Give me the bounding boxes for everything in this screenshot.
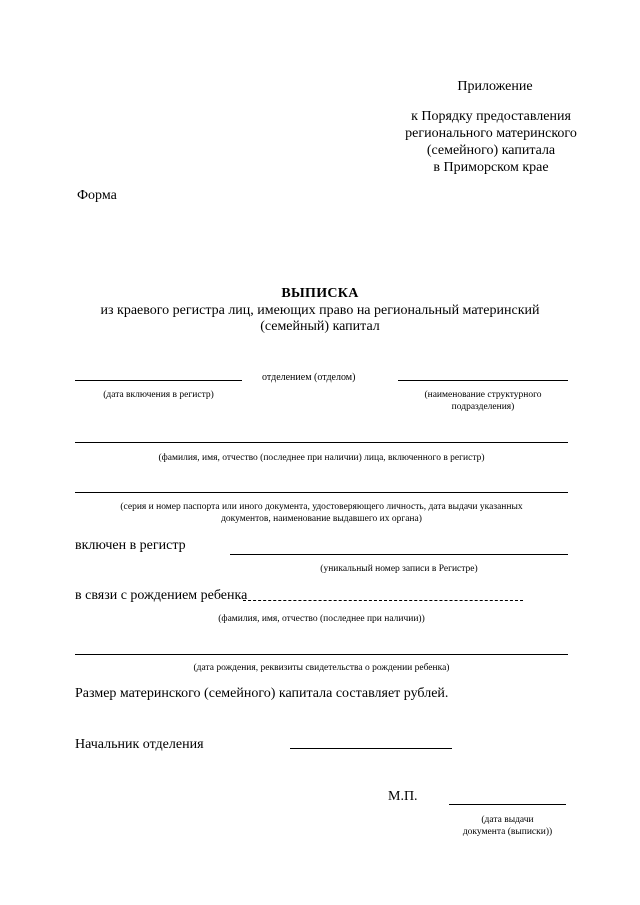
head-label: Начальник отделения (75, 737, 204, 752)
head-signature-line (290, 748, 452, 749)
stamp-label: М.П. (388, 789, 418, 804)
capital-text: Размер материнского (семейного) капитала составляет рублей. (75, 686, 449, 701)
appendix-heading: Приложение (457, 79, 533, 94)
department-caption-1: (наименование структурного (424, 390, 542, 400)
issue-caption-1: (дата выдачи (481, 815, 534, 825)
date-included-caption: (дата включения в регистр) (103, 390, 214, 400)
document-subtitle-line-1: из краевого регистра лиц, имеющих право на региональный материнский (100, 303, 540, 318)
fio-caption: (фамилия, имя, отчество (последнее при наличии) лица, включенного в регистр) (158, 453, 485, 463)
child-details-line (75, 654, 568, 655)
birth-caption: (фамилия, имя, отчество (последнее при наличии)) (218, 614, 425, 624)
passport-caption-2: документов, наименование выдавшего их органа) (221, 514, 422, 524)
issue-date-line (449, 804, 566, 805)
issue-caption-2: документа (выписки)) (462, 827, 553, 837)
child-details-caption: (дата рождения, реквизиты свидетельства о рождении ребенка) (193, 663, 450, 673)
child-name-line (243, 600, 523, 601)
department-caption-2: подразделения) (451, 402, 515, 412)
appendix-line-1: к Порядку предоставления (411, 109, 571, 124)
document-title: ВЫПИСКА (281, 286, 359, 301)
department-text: отделением (отделом) (262, 372, 356, 383)
form-label: Форма (77, 188, 117, 203)
passport-caption-1: (серия и номер паспорта или иного документа, удостоверяющего личность, дата выдачи указанных (120, 502, 523, 512)
department-name-line (398, 380, 568, 381)
appendix-line-3: (семейного) капитала (426, 143, 556, 158)
passport-line (75, 492, 568, 493)
birth-label: в связи с рождением ребенка (75, 588, 248, 603)
document-subtitle-line-2: (семейный) капитал (260, 319, 380, 334)
fio-line (75, 442, 568, 443)
appendix-line-4: в Приморском крае (433, 160, 549, 175)
registry-caption: (уникальный номер записи в Регистре) (320, 564, 478, 574)
registry-number-line (230, 554, 568, 555)
registry-label: включен в регистр (75, 538, 186, 553)
date-included-line (75, 380, 242, 381)
appendix-line-2: регионального материнского (405, 126, 577, 141)
